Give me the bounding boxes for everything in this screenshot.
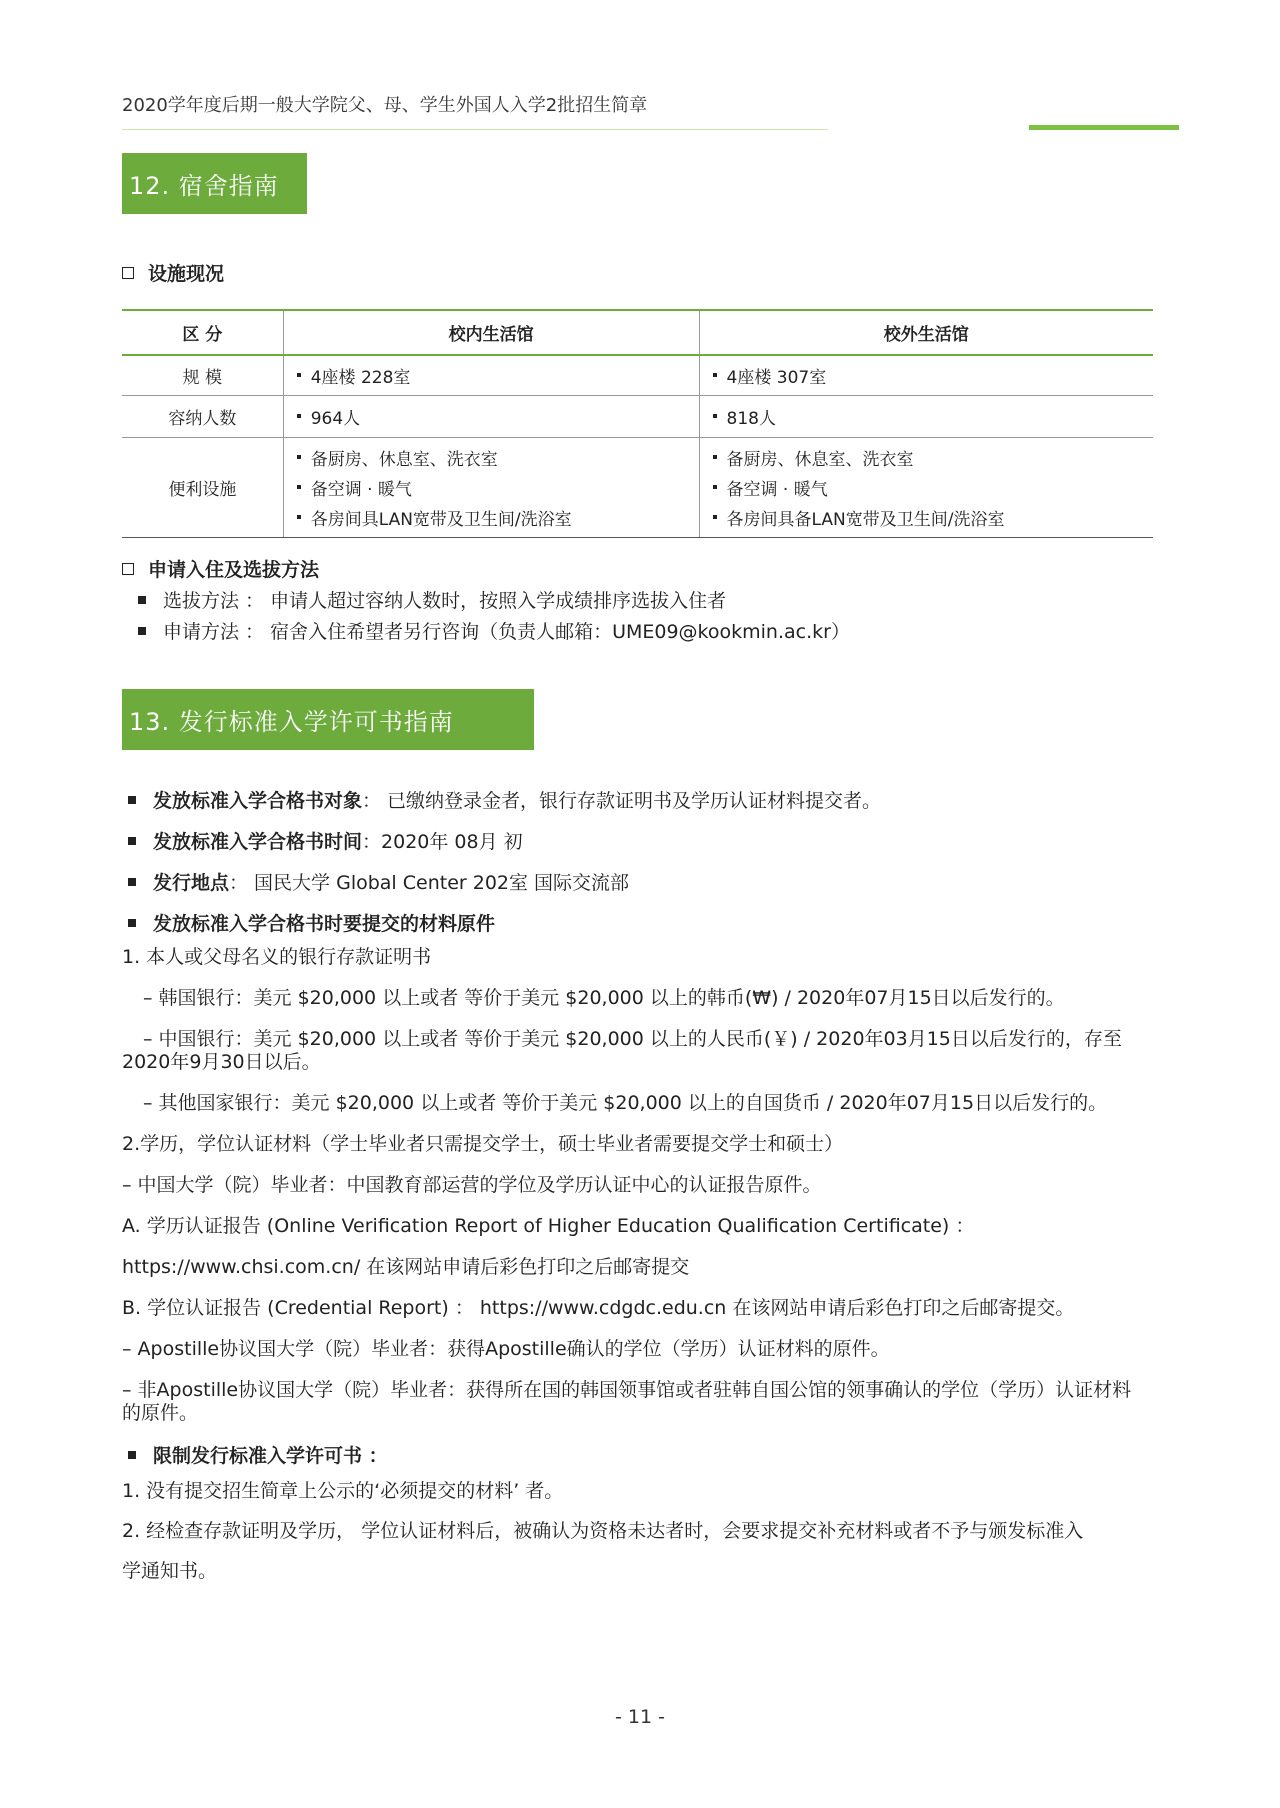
- page-number: - 11 -: [615, 1706, 665, 1728]
- document-header: 2020学年度后期一般大学院父、母、学生外国人入学2批招生简章: [122, 95, 648, 116]
- bullet-icon: [713, 373, 717, 377]
- cell-text: 备空调 · 暖气: [310, 479, 412, 500]
- paragraph: – 中国大学（院）毕业者：中国教育部运营的学位及学历认证中心的认证报告原件。: [122, 1174, 822, 1196]
- facilities-heading: [122, 259, 224, 286]
- table-header-on-campus: 校内生活馆: [283, 310, 699, 355]
- off-campus-cell: [699, 395, 1153, 437]
- bullet-icon: [128, 919, 136, 927]
- paragraph: 1. 本人或父母名义的银行存款证明书: [122, 946, 432, 968]
- item-label: 发行地点: [153, 872, 230, 894]
- bullet-icon: [128, 837, 136, 845]
- cell-text: 4座楼 228室: [310, 367, 411, 388]
- item-label: 限制发行标准入学许可书 ：: [153, 1445, 388, 1467]
- bullet-icon: [128, 1451, 136, 1459]
- cell-text: 各房间具LAN宽带及卫生间/洗浴室: [310, 509, 572, 530]
- bullet-icon: [297, 485, 301, 489]
- cell-text: 4座楼 307室: [726, 367, 827, 388]
- bullet-icon: [138, 596, 146, 604]
- paragraph: – Apostille协议国大学（院）毕业者：获得Apostille确认的学位（学历）认证材料的原件。: [122, 1338, 890, 1360]
- cell-text: 备空调 · 暖气: [726, 479, 828, 500]
- bullet-icon: [297, 373, 301, 377]
- row-label: 便利设施: [122, 437, 283, 537]
- list-item: [128, 909, 495, 936]
- row-label: 容纳人数: [122, 395, 283, 437]
- bullet-icon: [713, 485, 717, 489]
- paragraph: 的原件。: [122, 1402, 199, 1424]
- bullet-icon: [297, 515, 301, 519]
- paragraph: – 非Apostille协议国大学（院）毕业者：获得所在国的韩国领事馆或者驻韩自国公馆的领事确认的学位（学历）认证材料: [122, 1379, 1132, 1401]
- item-label: 发放标准入学合格书时间: [153, 831, 363, 853]
- bullet-icon: [297, 455, 301, 459]
- paragraph: 学通知书。: [122, 1560, 218, 1582]
- facility-table: [122, 309, 1153, 538]
- paragraph: B. 学位认证报告 (Credential Report) ： https://www.cdgdc.edu.cn 在该网站申请后彩色打印之后邮寄提交。: [122, 1297, 1075, 1319]
- paragraph: – 中国银行：美元 $20,000 以上或者 等价于美元 $20,000 以上的人民币(￥) / 2020年03月15日以后发行的，存至: [143, 1028, 1122, 1050]
- cell-text: 备厨房、休息室、洗衣室: [726, 449, 914, 470]
- checkbox-icon: [122, 267, 134, 279]
- bullet-icon: [138, 627, 146, 635]
- list-item: [128, 827, 523, 854]
- table-header-category: 区 分: [122, 310, 283, 355]
- bullet-icon: [713, 455, 717, 459]
- bullet-icon: [297, 414, 301, 418]
- section-12-title: 12. 宿舍指南: [122, 153, 307, 214]
- checkbox-icon: [122, 563, 134, 575]
- item-text: ： 已缴纳登录金者，银行存款证明书及学历认证材料提交者。: [362, 790, 882, 812]
- header-divider: [122, 129, 828, 130]
- bullet-icon: [713, 414, 717, 418]
- cell-text: 备厨房、休息室、洗衣室: [310, 449, 498, 470]
- paragraph: 2020年9月30日以后。: [122, 1051, 321, 1073]
- table-header-off-campus: 校外生活馆: [699, 310, 1153, 355]
- table-row: [122, 437, 1153, 537]
- table-row: [122, 355, 1153, 395]
- table-header-row: [122, 310, 1153, 355]
- paragraph: A. 学历认证报告 (Online Verification Report of Higher Education Qualification Certificate) ：: [122, 1215, 975, 1237]
- application-heading: [122, 555, 319, 582]
- off-campus-cell: [699, 355, 1153, 395]
- list-item: [138, 617, 850, 644]
- list-item-text: 申请方法 ： 宿舍入住希望者另行咨询（负责人邮箱：UME09@kookmin.ac.kr）: [163, 621, 850, 643]
- row-label: 规 模: [122, 355, 283, 395]
- off-campus-cell: [699, 437, 1153, 537]
- item-text: ：2020年 08月 初: [362, 831, 523, 853]
- item-label: 发放标准入学合格书时要提交的材料原件: [153, 913, 496, 935]
- item-label: 发放标准入学合格书对象: [153, 790, 363, 812]
- facilities-heading-text: 设施现况: [148, 263, 225, 285]
- table-row: [122, 395, 1153, 437]
- paragraph: 1. 没有提交招生简章上公示的‘必须提交的材料’ 者。: [122, 1480, 564, 1502]
- paragraph: 2. 经检查存款证明及学历， 学位认证材料后，被确认为资格未达者时，会要求提交补充材料或者不予与颁发标准入: [122, 1520, 1084, 1542]
- list-item-text: 选拔方法 ： 申请人超过容纳人数时，按照入学成绩排序选拔入住者: [163, 590, 727, 612]
- on-campus-cell: [283, 437, 699, 537]
- cell-text: 各房间具备LAN宽带及卫生间/洗浴室: [726, 509, 1005, 530]
- paragraph: 2.学历，学位认证材料（学士毕业者只需提交学士，硕士毕业者需要提交学士和硕士）: [122, 1133, 844, 1155]
- on-campus-cell: [283, 355, 699, 395]
- list-item: [128, 868, 629, 895]
- cell-text: 964人: [310, 408, 361, 429]
- paragraph: https://www.chsi.com.cn/ 在该网站申请后彩色打印之后邮寄提交: [122, 1256, 690, 1278]
- bullet-icon: [128, 878, 136, 886]
- item-text: ： 国民大学 Global Center 202室 国际交流部: [229, 872, 630, 894]
- header-accent-bar: [1029, 125, 1179, 130]
- section-13-title: 13. 发行标准入学许可书指南: [122, 689, 534, 750]
- application-heading-text: 申请入住及选拔方法: [148, 559, 320, 581]
- bullet-icon: [128, 796, 136, 804]
- list-item: [138, 586, 726, 613]
- cell-text: 818人: [726, 408, 776, 429]
- list-item: [128, 786, 881, 813]
- on-campus-cell: [283, 395, 699, 437]
- paragraph: – 韩国银行：美元 $20,000 以上或者 等价于美元 $20,000 以上的韩币(₩) / 2020年07月15日以后发行的。: [143, 987, 1065, 1009]
- bullet-icon: [713, 515, 717, 519]
- paragraph: – 其他国家银行：美元 $20,000 以上或者 等价于美元 $20,000 以上的自国货币 / 2020年07月15日以后发行的。: [143, 1092, 1108, 1114]
- list-item: [128, 1441, 388, 1468]
